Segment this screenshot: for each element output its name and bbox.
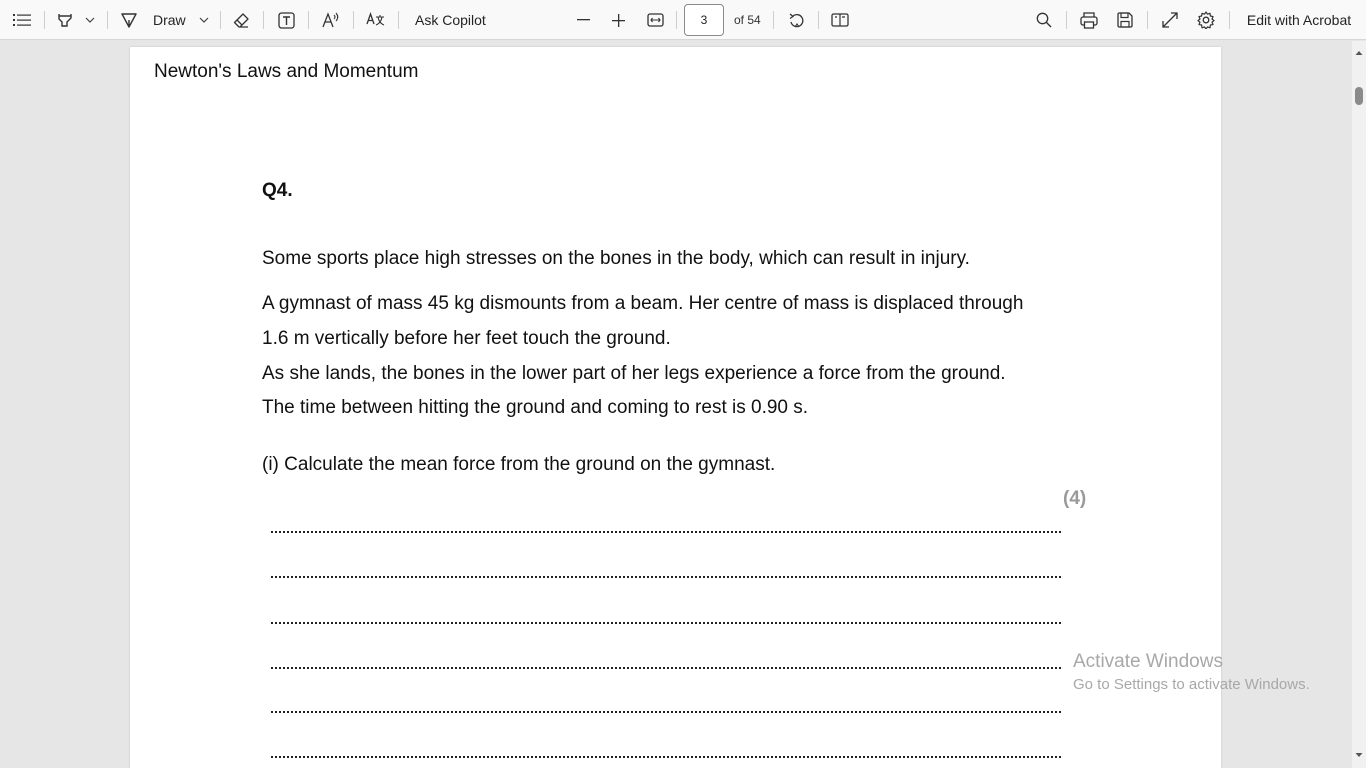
- translate-icon[interactable]: [364, 0, 388, 40]
- rotate-icon[interactable]: [785, 0, 807, 40]
- answer-line: [271, 756, 1061, 758]
- chevron-down-icon[interactable]: [196, 0, 212, 40]
- answer-line: [271, 622, 1061, 624]
- scrollbar-thumb[interactable]: [1355, 87, 1363, 105]
- gear-icon[interactable]: [1195, 0, 1217, 40]
- save-icon[interactable]: [1114, 0, 1136, 40]
- answer-line: [271, 531, 1061, 533]
- draw-button[interactable]: [120, 0, 194, 40]
- question-intro: Some sports place high stresses on the bones in the body, which can result in injury.: [262, 248, 970, 269]
- answer-line: [271, 711, 1061, 713]
- page-view-icon[interactable]: [829, 0, 851, 40]
- text-box-icon[interactable]: [275, 0, 297, 40]
- activate-windows-title: Activate Windows: [1073, 651, 1223, 672]
- question-line: 1.6 m vertically before her feet touch the ground.: [262, 328, 671, 349]
- vertical-scrollbar[interactable]: [1352, 41, 1366, 768]
- scroll-up-arrow-icon[interactable]: [1352, 46, 1366, 60]
- pdf-toolbar: [0, 0, 1366, 40]
- draw-label: Draw: [153, 12, 186, 28]
- ask-copilot-label: Ask Copilot: [415, 12, 486, 28]
- page-total-label: of 54: [734, 13, 761, 27]
- page-number-input[interactable]: 3: [684, 4, 724, 36]
- search-icon[interactable]: [1033, 0, 1055, 40]
- highlighter-icon[interactable]: [54, 0, 76, 40]
- activate-windows-subtitle: Go to Settings to activate Windows.: [1073, 676, 1310, 693]
- zoom-out-button[interactable]: [572, 0, 594, 40]
- pdf-page: [130, 47, 1221, 768]
- list-icon[interactable]: [10, 0, 34, 40]
- scroll-down-arrow-icon[interactable]: [1352, 748, 1366, 762]
- ask-copilot-button[interactable]: [408, 0, 500, 40]
- print-icon[interactable]: [1078, 0, 1100, 40]
- document-header: Newton's Laws and Momentum: [154, 61, 419, 82]
- eraser-icon[interactable]: [230, 0, 252, 40]
- chevron-down-icon[interactable]: [82, 0, 98, 40]
- edit-with-acrobat-button[interactable]: [1238, 0, 1360, 40]
- question-line: A gymnast of mass 45 kg dismounts from a beam. Her centre of mass is displaced through: [262, 293, 1024, 314]
- question-line: As she lands, the bones in the lower part of her legs experience a force from the ground.: [262, 363, 1006, 384]
- edit-with-acrobat-label: Edit with Acrobat: [1246, 12, 1352, 28]
- read-aloud-icon[interactable]: [320, 0, 342, 40]
- zoom-in-button[interactable]: [607, 0, 629, 40]
- marks-label: (4): [1063, 488, 1087, 509]
- question-line: The time between hitting the ground and coming to rest is 0.90 s.: [262, 397, 809, 418]
- fit-width-icon[interactable]: [644, 0, 666, 40]
- question-number: Q4.: [262, 180, 293, 201]
- answer-line: [271, 576, 1061, 578]
- expand-icon[interactable]: [1159, 0, 1181, 40]
- question-part-i: (i) Calculate the mean force from the ground on the gymnast.: [262, 454, 776, 475]
- answer-line: [271, 667, 1061, 669]
